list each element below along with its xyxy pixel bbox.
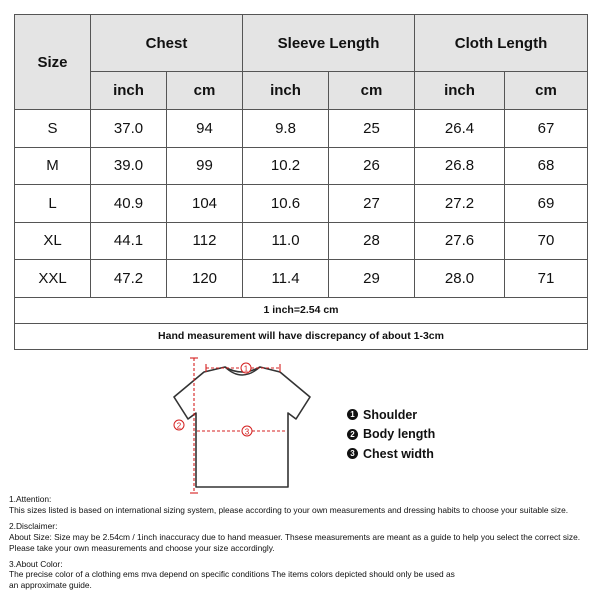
disclaimer-title: 2.Disclaimer: (9, 520, 58, 531)
tshirt-measurement-diagram (170, 355, 330, 495)
table-cell: 29 (329, 260, 415, 298)
table-cell: 26.4 (415, 110, 505, 148)
number-badge-icon: 3 (347, 448, 358, 459)
color-title: 3.About Color: (9, 558, 63, 569)
table-cell: 27 (329, 185, 415, 223)
table-cell: 71 (505, 260, 588, 298)
disclaimer-text: About Size: Size may be 2.54cm / 1inch inaccuracy due to hand measuer. Thsese measurements are meant as a guide to help you select the correct size. (9, 531, 581, 542)
table-cell: 69 (505, 185, 588, 223)
unit-header: cm (329, 72, 415, 110)
table-cell: 28 (329, 222, 415, 260)
number-badge-icon: 1 (347, 409, 358, 420)
svg-text:2: 2 (176, 421, 182, 431)
table-row (15, 110, 588, 148)
unit-header: cm (505, 72, 588, 110)
table-cell: 99 (167, 147, 243, 185)
attention-title: 1.Attention: (9, 494, 52, 504)
table-cell: 112 (167, 222, 243, 260)
size-cell: M (15, 147, 91, 185)
chest-header: Chest (91, 15, 243, 72)
size-header: Size (15, 15, 91, 110)
size-cell: S (15, 110, 91, 148)
size-cell: XXL (15, 260, 91, 298)
table-cell: 40.9 (91, 185, 167, 223)
table-cell: 27.2 (415, 185, 505, 223)
size-cell: L (15, 185, 91, 223)
marker-3 (242, 426, 252, 437)
table-row (15, 147, 588, 185)
sleeve-length-header: Sleeve Length (243, 15, 415, 72)
table-cell: 11.0 (243, 222, 329, 260)
table-cell: 39.0 (91, 147, 167, 185)
legend-label: Chest width (363, 446, 434, 461)
table-row (15, 260, 588, 298)
table-row (15, 185, 588, 223)
table-cell: 44.1 (91, 222, 167, 260)
marker-2 (174, 420, 184, 431)
notes-section (9, 494, 594, 591)
table-cell: 26.8 (415, 147, 505, 185)
marker-1 (241, 363, 251, 374)
table-cell: 67 (505, 110, 588, 148)
unit-header: cm (167, 72, 243, 110)
color-text: an approximate guide. (9, 580, 92, 591)
number-badge-icon: 2 (347, 429, 358, 440)
table-cell: 68 (505, 147, 588, 185)
table-cell: 10.6 (243, 185, 329, 223)
disclaimer-text: Please take your own measurements and choose your size accordingly. (9, 542, 275, 553)
attention-text: This sizes listed is based on international sizing system, please according to your own measurements and dressing habits to choose your suitable size. (9, 504, 569, 515)
table-cell: 104 (167, 185, 243, 223)
table-row (15, 222, 588, 260)
legend-item-body-length (347, 425, 435, 445)
table-cell: 94 (167, 110, 243, 148)
table-cell: 70 (505, 222, 588, 260)
legend-label: Body length (363, 427, 436, 442)
unit-header: inch (415, 72, 505, 110)
table-cell: 10.2 (243, 147, 329, 185)
table-cell: 9.8 (243, 110, 329, 148)
table-cell: 11.4 (243, 260, 329, 298)
discrepancy-note: Hand measurement will have discrepancy of about 1-3cm (15, 323, 588, 349)
legend-item-shoulder (347, 405, 435, 425)
table-cell: 26 (329, 147, 415, 185)
table-cell: 27.6 (415, 222, 505, 260)
table-cell: 25 (329, 110, 415, 148)
svg-text:1: 1 (243, 364, 249, 374)
size-cell: XL (15, 222, 91, 260)
cloth-length-header: Cloth Length (415, 15, 588, 72)
table-cell: 47.2 (91, 260, 167, 298)
color-text: The precise color of a clothing ems mva depend on specific conditions The items colors depicted should only be used as (9, 569, 455, 580)
svg-text:3: 3 (244, 427, 250, 437)
unit-header: inch (91, 72, 167, 110)
legend-item-chest-width (347, 444, 435, 464)
table-cell: 28.0 (415, 260, 505, 298)
unit-header: inch (243, 72, 329, 110)
size-chart-table (14, 14, 588, 350)
conversion-note: 1 inch=2.54 cm (15, 297, 588, 323)
legend-label: Shoulder (363, 407, 418, 422)
table-cell: 120 (167, 260, 243, 298)
table-cell: 37.0 (91, 110, 167, 148)
measurement-legend (347, 405, 435, 464)
